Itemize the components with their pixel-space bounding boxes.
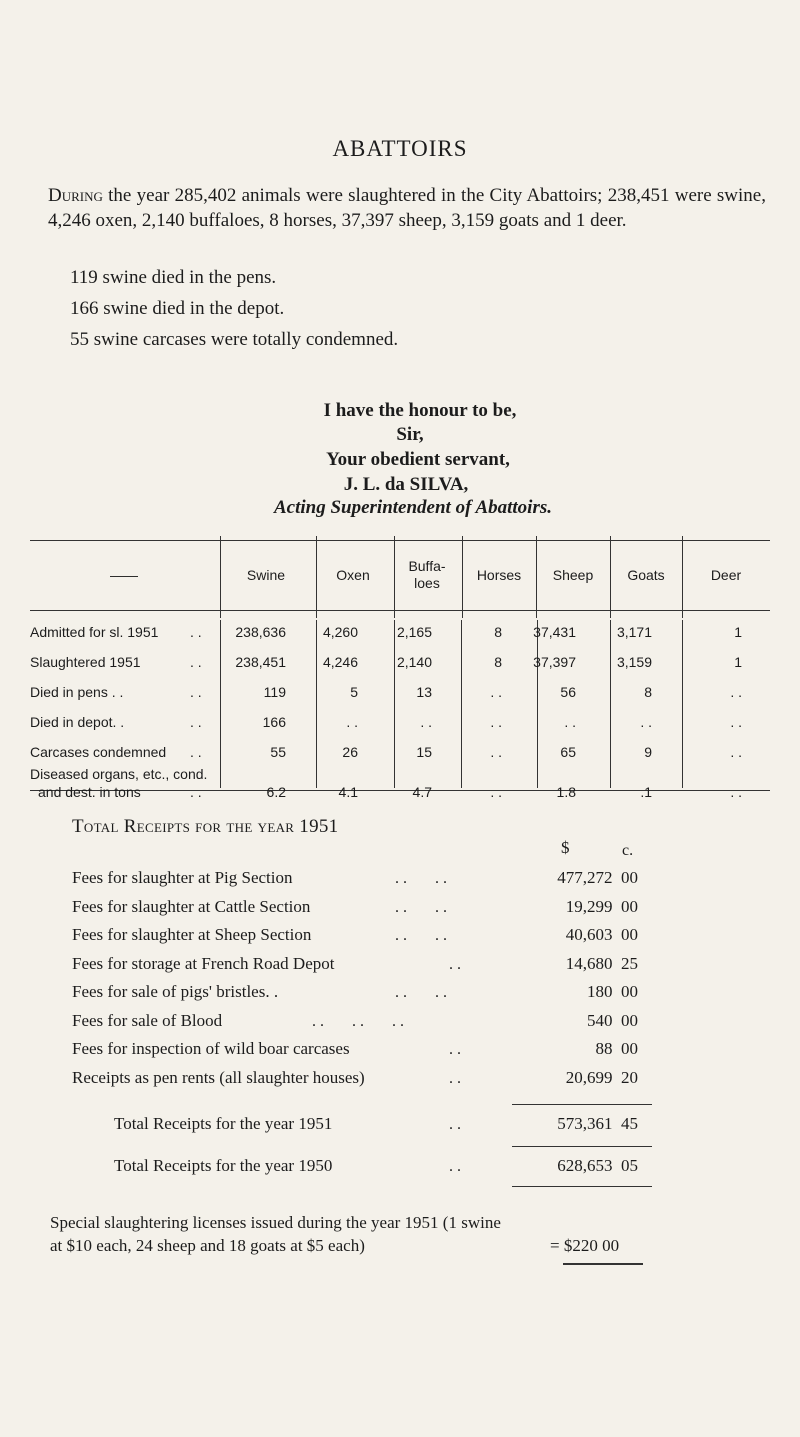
table-cell: 4,260: [322, 624, 358, 640]
dot-leader: . .: [190, 684, 202, 700]
column-rule: [462, 536, 463, 618]
receipt-label: Fees for storage at French Road Depot: [72, 953, 335, 973]
signature-name: J. L. da SILVA,: [343, 474, 469, 495]
table-cell: 3,159: [616, 654, 652, 670]
table-cell: . .: [490, 684, 502, 700]
row-label: Carcases condemned: [30, 744, 167, 760]
table-cell: 15: [416, 744, 432, 760]
row-label: Died in depot. .: [30, 714, 125, 730]
row-label: Slaughtered 1951: [30, 654, 141, 670]
table-cell: 4.1: [338, 784, 358, 800]
column-rule: [461, 620, 462, 788]
table-cell: 55: [270, 744, 286, 760]
total-1950-label: Total Receipts for the year 1950: [114, 1156, 333, 1175]
dot-leader: . . . . . .: [312, 1012, 404, 1030]
dot-leader: . .: [449, 1041, 461, 1058]
table-cell: 238,636: [235, 624, 286, 640]
table-cell: 4,246: [322, 654, 358, 670]
statistics-table: [30, 540, 770, 800]
footnote-line: Special slaughtering licenses issued during the year 1951 (1 swine: [50, 1213, 501, 1232]
table-cell: 37,397: [533, 654, 576, 670]
signature-title: Acting Superintendent of Abattoirs.: [273, 497, 552, 518]
column-rule: [394, 536, 395, 618]
table-cell: 5: [350, 684, 358, 700]
total-rule: [512, 1186, 652, 1187]
column-header: Buffa- loes: [408, 558, 446, 591]
intro-paragraph: [48, 183, 766, 233]
dot-leader: . .: [449, 955, 461, 973]
table-cell: 37,431: [533, 624, 576, 640]
row-label: Admitted for sl. 1951: [30, 624, 159, 640]
column-rule: [394, 620, 395, 788]
intro-text: the year 285,402 animals were slaughtered in the City Abattoirs; 238,451 were swine, 4,246 oxen, 2,140 buffaloes, 8 horses, 37,397 sheep, 3,159 goats and 1 deer.: [48, 185, 766, 231]
table-cell: 3,171: [616, 624, 652, 640]
table-cell: 9: [644, 744, 652, 760]
table-cell: 1: [734, 654, 742, 670]
table-cell: . .: [640, 714, 652, 730]
row-label: and dest. in tons: [38, 784, 141, 800]
column-header: Oxen: [336, 566, 370, 583]
table-cell: . .: [420, 714, 432, 730]
page-title: ABATTOIRS: [332, 136, 468, 161]
receipt-amount: 88 00: [595, 1039, 638, 1058]
table-cell: .1: [640, 784, 652, 800]
row-label: Diseased organs, etc., cond.: [30, 766, 208, 782]
table-cell: 166: [262, 714, 286, 730]
column-rule: [682, 620, 683, 788]
table-cell: . .: [730, 744, 742, 760]
fact-line: 119 swine died in the pens.: [70, 267, 277, 288]
column-rule: [316, 620, 317, 788]
table-cell: . .: [490, 784, 502, 800]
table-cell: . .: [730, 684, 742, 700]
dot-leader: . . . .: [395, 898, 447, 916]
footnote-rule: [563, 1263, 643, 1265]
table-cell: 2,165: [396, 624, 432, 640]
table-cell: 8: [494, 654, 502, 670]
receipt-label: Fees for slaughter at Cattle Section: [72, 896, 311, 916]
receipt-label: Receipts as pen rents (all slaughter houses): [72, 1067, 365, 1087]
signature-line: Sir,: [396, 424, 424, 445]
dot-leader: . .: [449, 1158, 461, 1175]
signature-line: Your obedient servant,: [326, 449, 510, 470]
column-header: Sheep: [552, 566, 594, 583]
receipt-label: Fees for inspection of wild boar carcases: [72, 1039, 350, 1058]
column-rule: [610, 536, 611, 618]
dot-leader: . .: [449, 1069, 461, 1087]
dot-leader: . .: [190, 654, 202, 670]
column-header: Horses: [476, 566, 522, 583]
table-cell: . .: [490, 714, 502, 730]
total-rule: [512, 1104, 652, 1105]
footnote-amount: = $220 00: [550, 1236, 620, 1255]
table-cell: . .: [490, 744, 502, 760]
column-rule: [610, 620, 611, 788]
total-1951-label: Total Receipts for the year 1951: [114, 1114, 333, 1133]
total-rule: [512, 1146, 652, 1147]
facts-list: [70, 262, 398, 355]
table-cell: 8: [644, 684, 652, 700]
table-cell: 6.2: [266, 784, 286, 800]
dot-leader: . .: [190, 784, 202, 800]
footnote-line: at $10 each, 24 sheep and 18 goats at $5 each): [50, 1236, 365, 1255]
column-header: Deer: [710, 566, 742, 583]
currency-cents: c.: [622, 842, 634, 859]
table-cell: 8: [494, 624, 502, 640]
fact-line: 166 swine died in the depot.: [70, 298, 285, 319]
receipt-amount: 477,272 00: [557, 868, 638, 887]
table-cell: 238,451: [235, 654, 286, 670]
total-1951-amount: 573,361 45: [557, 1114, 638, 1133]
table-bottom-rule: [30, 790, 770, 791]
dot-leader: . .: [190, 714, 202, 730]
receipt-label: Fees for sale of pigs' bristles. .: [72, 982, 279, 1001]
table-cell: 2,140: [396, 654, 432, 670]
receipt-amount: 540 00: [587, 1010, 638, 1030]
dot-leader: . . . .: [395, 984, 447, 1001]
receipt-label: Fees for sale of Blood: [72, 1010, 223, 1030]
dot-leader: . . . .: [395, 870, 447, 887]
currency-dollar: $: [561, 838, 570, 857]
receipt-label: Fees for slaughter at Sheep Section: [72, 925, 312, 944]
column-header: Swine: [246, 566, 286, 583]
table-cell: . .: [346, 714, 358, 730]
table-cell: 4.7: [412, 784, 432, 800]
column-rule: [537, 620, 538, 788]
receipt-amount: 180 00: [587, 982, 638, 1001]
receipt-amount: 20,699 20: [565, 1067, 638, 1087]
receipt-amount: 19,299 00: [565, 896, 638, 916]
receipt-amount: 14,680 25: [565, 953, 638, 973]
column-rule: [220, 620, 221, 788]
receipt-amount: 40,603 00: [565, 925, 638, 944]
receipts-title: Total Receipts for the year 1951: [72, 816, 339, 837]
dot-leader: . .: [190, 624, 202, 640]
table-cell: 1.8: [556, 784, 576, 800]
fact-line: 55 swine carcases were totally condemned.: [70, 329, 399, 350]
table-cell: . .: [730, 784, 742, 800]
dot-leader: . .: [449, 1116, 461, 1133]
receipt-label: Fees for slaughter at Pig Section: [72, 868, 293, 887]
column-rule: [316, 536, 317, 618]
column-header: Goats: [627, 566, 665, 583]
table-cell: 56: [560, 684, 576, 700]
row-label: Died in pens . .: [30, 684, 124, 700]
total-1950-amount: 628,653 05: [557, 1156, 638, 1175]
table-cell: 1: [734, 624, 742, 640]
column-rule: [536, 536, 537, 618]
column-rule: [682, 536, 683, 618]
table-cell: 13: [416, 684, 432, 700]
table-cell: . .: [564, 714, 576, 730]
table-corner: ——: [110, 566, 138, 583]
column-rule: [220, 536, 221, 618]
table-cell: . .: [730, 714, 742, 730]
signature-line: I have the honour to be,: [323, 400, 517, 421]
table-header-rule: [30, 610, 770, 611]
table-cell: 65: [560, 744, 576, 760]
table-cell: 119: [263, 684, 286, 700]
dot-leader: . .: [190, 744, 202, 760]
intro-lead: During: [48, 185, 103, 206]
dot-leader: . . . .: [395, 927, 447, 944]
table-cell: 26: [342, 744, 358, 760]
